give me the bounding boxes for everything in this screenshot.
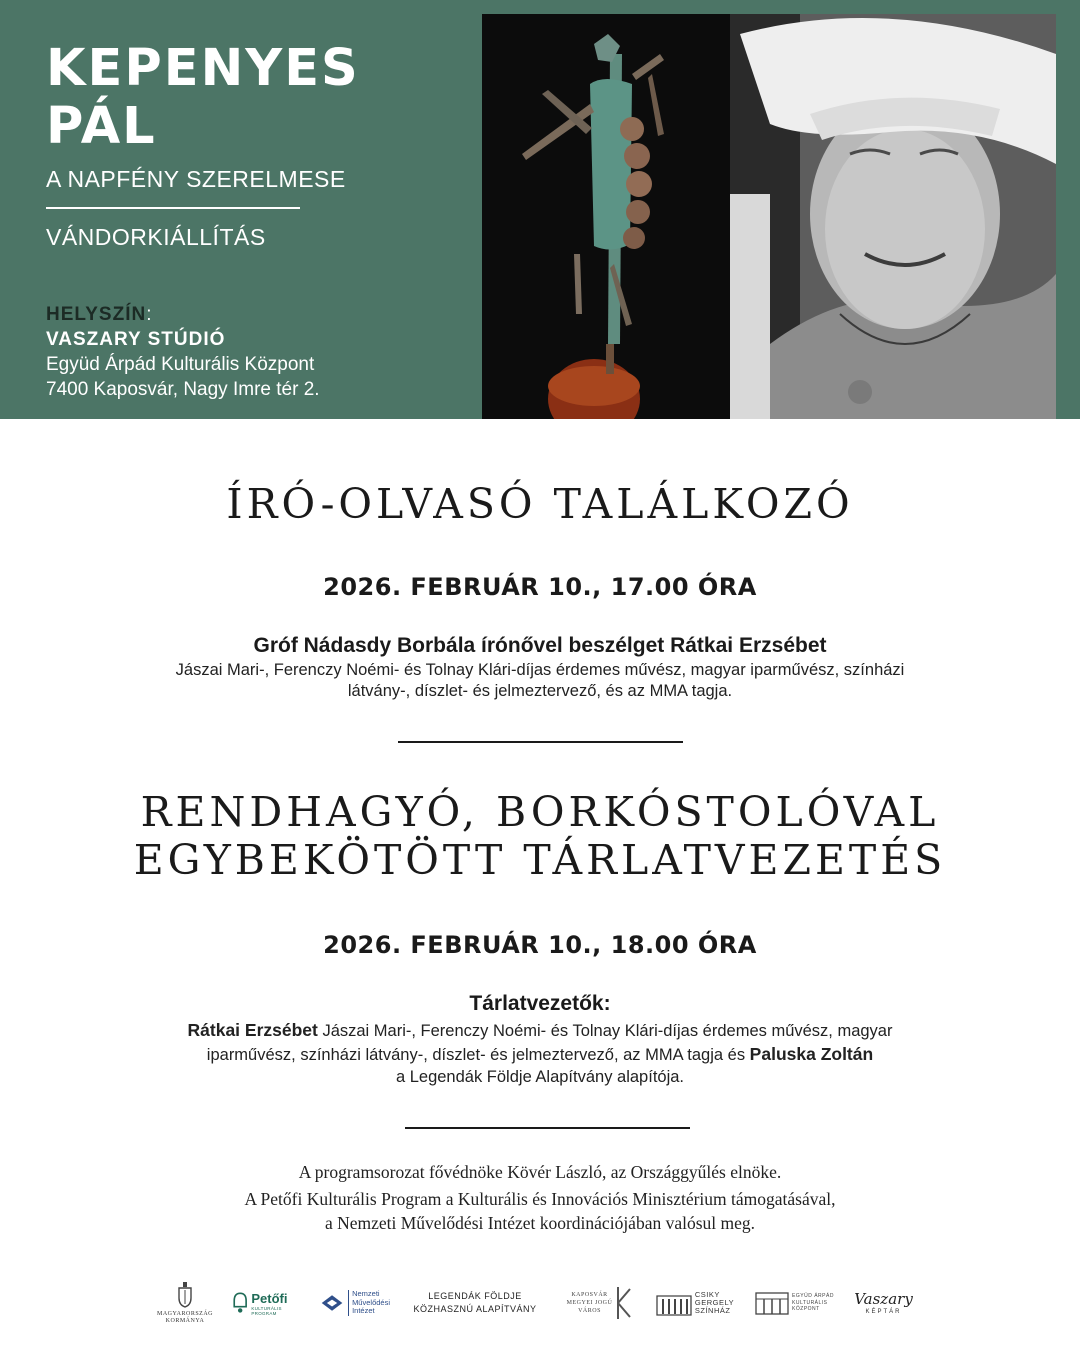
event2-title [0, 788, 1080, 884]
event1-desc-line-2: látvány-, díszlet- és jelmeztervező, és az MMA tagja. [347, 682, 733, 700]
logo-csiky-szinhaz [655, 1278, 735, 1328]
kaposvar-k-icon [615, 1285, 633, 1321]
event1-date: 2026. FEBRUÁR 10., 17.00 ÓRA [323, 573, 757, 601]
event2-guides-line-1 [0, 1019, 1080, 1043]
egyud-line-3: KÖZPONT [792, 1306, 820, 1313]
guide2-desc: a Legendák Földje Alapítvány alapítója. [395, 1068, 685, 1086]
event2-guides-description [0, 1019, 1080, 1089]
petofi-bell-icon [232, 1288, 248, 1318]
artist-portrait-photo [730, 14, 1056, 419]
support-line-2: a Nemzeti Művelődési Intézet koordinációjában valósul meg. [324, 1213, 756, 1233]
sculpture-illustration [482, 14, 730, 419]
legendak-line-2: KÖZHASZNÚ ALAPÍTVÁNY [413, 1304, 537, 1314]
event1-desc-line-1: Jászai Mari-, Ferenczy Noémi- és Tolnay Klári-díjas érdemes művész, magyar iparművész, színházi [175, 661, 905, 679]
section-divider-1 [398, 741, 683, 743]
artist-name-title [46, 40, 360, 156]
petofi-wordmark: Petőfi [251, 1290, 288, 1306]
nmi-emblem-icon [320, 1290, 344, 1316]
csiky-line-1: CSIKY [694, 1290, 720, 1299]
logo-petofi-program [232, 1278, 294, 1328]
vaszary-subline: KÉPTÁR [865, 1308, 902, 1315]
event1-title: ÍRÓ-OLVASÓ TALÁLKOZÓ [226, 480, 854, 528]
logo-hungarian-government [157, 1278, 214, 1328]
nmi-line-2: Művelődési [352, 1297, 390, 1307]
event2-title-line-2: EGYBEKÖTÖTT TÁRLATVEZETÉS [133, 836, 947, 884]
vaszary-wordmark: Vaszary [854, 1289, 913, 1308]
gov-line-1: MAGYARORSZÁG [157, 1310, 214, 1317]
egyud-line-1: EGYÜD ÁRPÁD [792, 1293, 834, 1300]
event2-title-line-1: RENDHAGYÓ, BORKÓSTOLÓVAL [140, 788, 940, 836]
event2-guides-line-2 [0, 1043, 1080, 1067]
exhibition-type: VÁNDORKIÁLLÍTÁS [46, 224, 266, 250]
exhibition-subtitle: A NAPFÉNY SZERELMESE [46, 166, 346, 192]
coat-of-arms-icon [177, 1282, 193, 1308]
header-divider [46, 207, 300, 209]
title-line-2: PÁL [46, 97, 157, 156]
venue-name: VASZARY STÚDIÓ [46, 329, 226, 350]
guide1-name: Rátkai Erzsébet [187, 1020, 318, 1040]
kaposvar-line-3: VÁROS [578, 1308, 601, 1314]
nmi-line-1: Nemzeti [352, 1289, 380, 1299]
guide2-name: Paluska Zoltán [749, 1043, 874, 1064]
header-band [0, 0, 1080, 419]
venue-address-line-2: 7400 Kaposvár, Nagy Imre tér 2. [46, 379, 320, 400]
logo-vaszary-keptar [846, 1278, 921, 1328]
legendak-line-1: LEGENDÁK FÖLDJE [428, 1291, 522, 1301]
venue-address-line-1: Együd Árpád Kulturális Központ [46, 354, 315, 375]
event1-description [0, 660, 1080, 702]
petofi-subline: KULTURÁLIS PROGRAM [251, 1305, 282, 1316]
csiky-line-3: SZÍNHÁZ [694, 1306, 731, 1315]
venue-label-colon: : [146, 304, 152, 325]
kaposvar-line-1: KAPOSVÁR [571, 1292, 608, 1298]
guide1-desc: Jászai Mari-, Ferenczy Noémi- és Tolnay Klári-díjas érdemes művész, magyar [317, 1022, 893, 1040]
event2-date: 2026. FEBRUÁR 10., 18.00 ÓRA [323, 931, 757, 959]
title-line-1: KEPENYES [46, 39, 360, 98]
guide1-desc-cont: iparművész, színházi látvány-, díszlet- és jelmeztervező, az MMA tagja és [206, 1045, 750, 1064]
support-note [0, 1187, 1080, 1235]
logo-nmi [320, 1278, 390, 1328]
egyud-line-2: KULTURÁLIS [792, 1299, 828, 1306]
theatre-building-icon [656, 1290, 692, 1316]
portrait-illustration [730, 14, 1056, 419]
sponsor-logos [0, 1278, 1080, 1328]
csiky-line-2: GERGELY [694, 1298, 735, 1307]
venue-label: HELYSZÍN [46, 304, 147, 325]
patron-note: A programsorozat fővédnöke Kövér László, az Országgyűlés elnöke. [298, 1162, 782, 1182]
event1-lead: Gróf Nádasdy Borbála írónővel beszélget Rátkai Erzsébet [253, 634, 827, 657]
egyud-building-icon [755, 1291, 789, 1315]
kaposvar-line-2: MEGYEI JOGÚ [566, 1300, 613, 1306]
logo-legendak-foldje [405, 1278, 545, 1328]
event2-guides-label: Tárlatvezetők: [469, 992, 611, 1015]
section-divider-2 [405, 1127, 690, 1129]
logo-kaposvar [560, 1278, 640, 1328]
support-line-1: A Petőfi Kulturális Program a Kulturális és Innovációs Minisztérium támogatásával, [244, 1189, 836, 1209]
sculpture-photo [482, 14, 730, 419]
nmi-line-3: Intézet [352, 1306, 375, 1316]
venue-block [46, 302, 320, 402]
logo-egyud-arpad [752, 1278, 837, 1328]
gov-line-2: KORMÁNYA [165, 1317, 205, 1324]
